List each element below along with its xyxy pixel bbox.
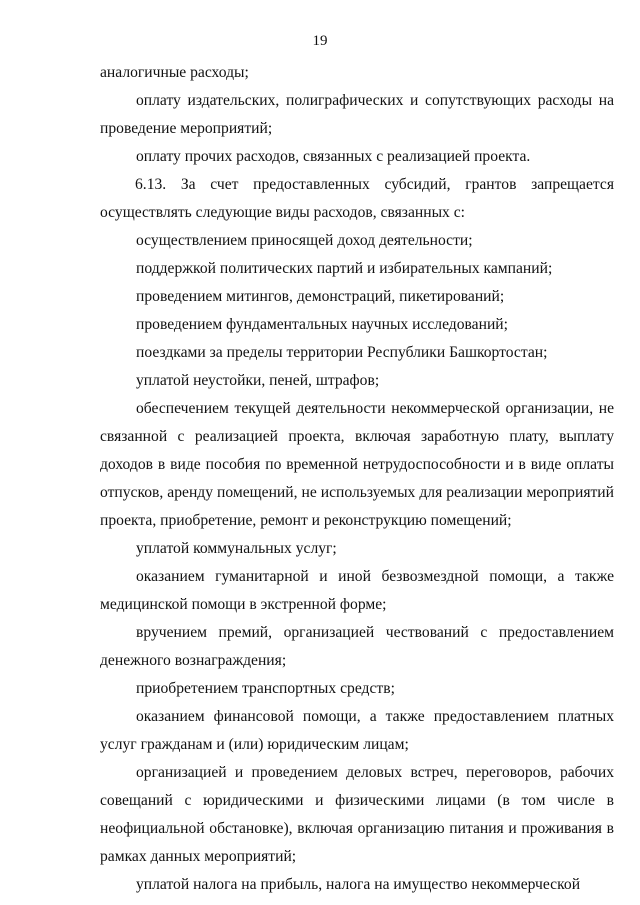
list-item: уплатой неустойки, пеней, штрафов; xyxy=(136,372,380,389)
list-item: обеспечением текущей деятельности некоммерческой организации, не связанной с реализацией проекта, включая заработную плату, выплату доходов в виде пособия по временной нетрудоспособности и в виде оплаты отпусков, аренду помещений, не используемых для реализации мероприятий проекта, приобретение, ремонт и реконструкцию помещений; xyxy=(100,400,614,529)
paragraph: аналогичные расходы; xyxy=(100,64,249,81)
document-body xyxy=(100,59,614,899)
list-item: организацией и проведением деловых встреч, переговоров, рабочих совещаний с юридическими и физическими лицами (в том числе в неофициальной обстановке), включая организацию питания и проживания в рамках данных мероприятий; xyxy=(100,764,614,865)
paragraph: оплату издательских, полиграфических и сопутствующих расходы на проведение мероприятий; xyxy=(100,92,614,137)
list-item: проведением фундаментальных научных исследований; xyxy=(136,316,508,333)
list-item: осуществлением приносящей доход деятельности; xyxy=(136,232,473,249)
list-item: уплатой коммунальных услуг; xyxy=(136,540,337,557)
page-number: 19 xyxy=(312,33,328,49)
paragraph: оплату прочих расходов, связанных с реализацией проекта. xyxy=(136,148,531,165)
list-item: уплатой налога на прибыль, налога на имущество некоммерческой xyxy=(136,876,581,893)
list-item: оказанием гуманитарной и иной безвозмездной помощи, а также медицинской помощи в экстренной форме; xyxy=(100,568,614,613)
list-item: поддержкой политических партий и избирательных кампаний; xyxy=(136,260,553,277)
list-item: поездками за пределы территории Республики Башкортостан; xyxy=(136,344,548,361)
list-item: оказанием финансовой помощи, а также предоставлением платных услуг гражданам и (или) юридическим лицам; xyxy=(100,708,614,753)
list-item: приобретением транспортных средств; xyxy=(136,680,395,697)
list-item: проведением митингов, демонстраций, пикетирований; xyxy=(136,288,505,305)
list-item: вручением премий, организацией чествований с предоставлением денежного вознаграждения; xyxy=(100,624,614,669)
section-6-13-paragraph: 6.13. За счет предоставленных субсидий, грантов запрещается осуществлять следующие виды расходов, связанных с: xyxy=(100,176,614,221)
